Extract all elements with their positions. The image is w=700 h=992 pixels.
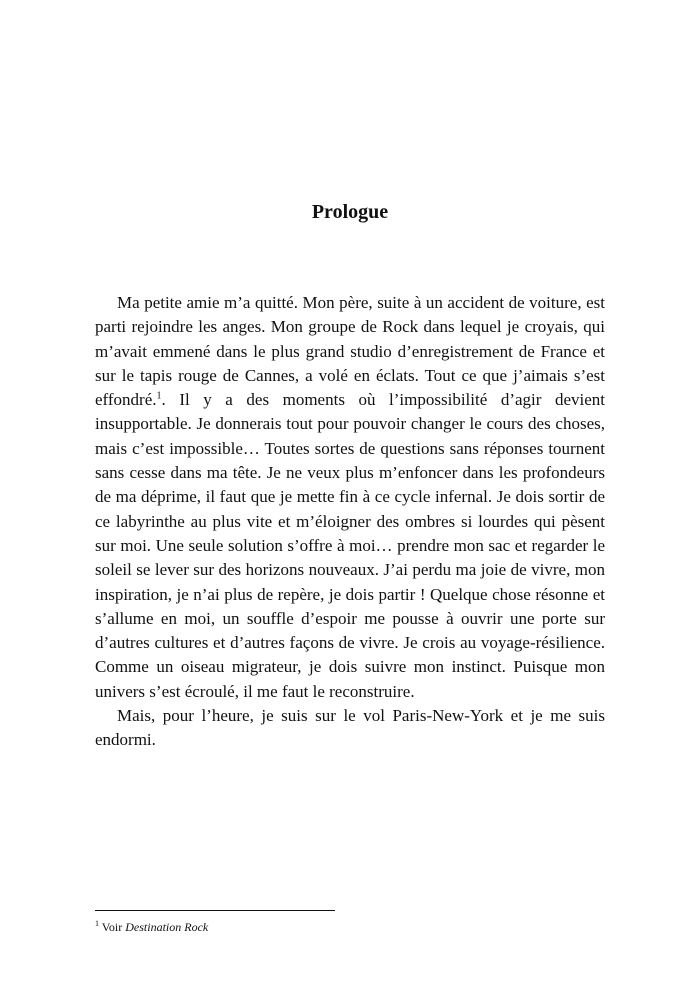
footnote-prefix: Voir [99,920,126,934]
footnote-reference-title: Destination Rock [125,920,209,934]
paragraph-1 [95,291,605,704]
paragraph-1-text-a: Ma petite amie m’a quitté. Mon père, suite à un accident de voiture, est parti rejoindre les anges. Mon groupe de Rock dans lequel je croyais, qui m’avait emmené dans le plus grand studio d’enregistrement de France et sur le tapis rouge de Cannes, a volé en éclats. Tout ce que j’aimais s’est effondré. [95,293,605,410]
paragraph-2: Mais, pour l’heure, je suis sur le vol Paris-New-York et je me suis endormi. [95,706,605,750]
chapter-title: Prologue [311,201,389,223]
footnote [95,919,208,935]
paragraph-1-text-b: . Il y a des moments où l’impossibilité d’agir devient insupportable. Je donnerais tout pour pouvoir changer le cours des choses, mais c’est impossible… Toutes sortes de questions sans réponses tournent sans cesse dans ma tête. Je ne veux plus m’enfoncer dans les profondeurs de ma déprime, il faut que je mette fin à ce cycle infernal. Je dois sortir de ce labyrinthe au plus vite et m’éloigner des ombres si lourdes qui pèsent sur moi. Une seule solution s’offre à moi… prendre mon sac et regarder le soleil se lever sur des horizons nouveaux. J’ai perdu ma joie de vivre, mon inspiration, je n’ai plus de repère, je dois partir ! Quelque chose résonne et s’allume en moi, un souffle d’espoir me pousse à ouvrir une porte sur d’autres cultures et d’autres façons de vivre. Je crois au voyage-résilience. Comme un oiseau migrateur, je dois suivre mon instinct. Puisque mon univers s’est écroulé, il me faut le reconstruire. [95,390,605,701]
footnote-number: 1 [95,919,99,928]
footnote-divider [95,910,335,911]
footnote-reference[interactable]: 1 [156,390,162,402]
prologue-body [95,291,605,753]
